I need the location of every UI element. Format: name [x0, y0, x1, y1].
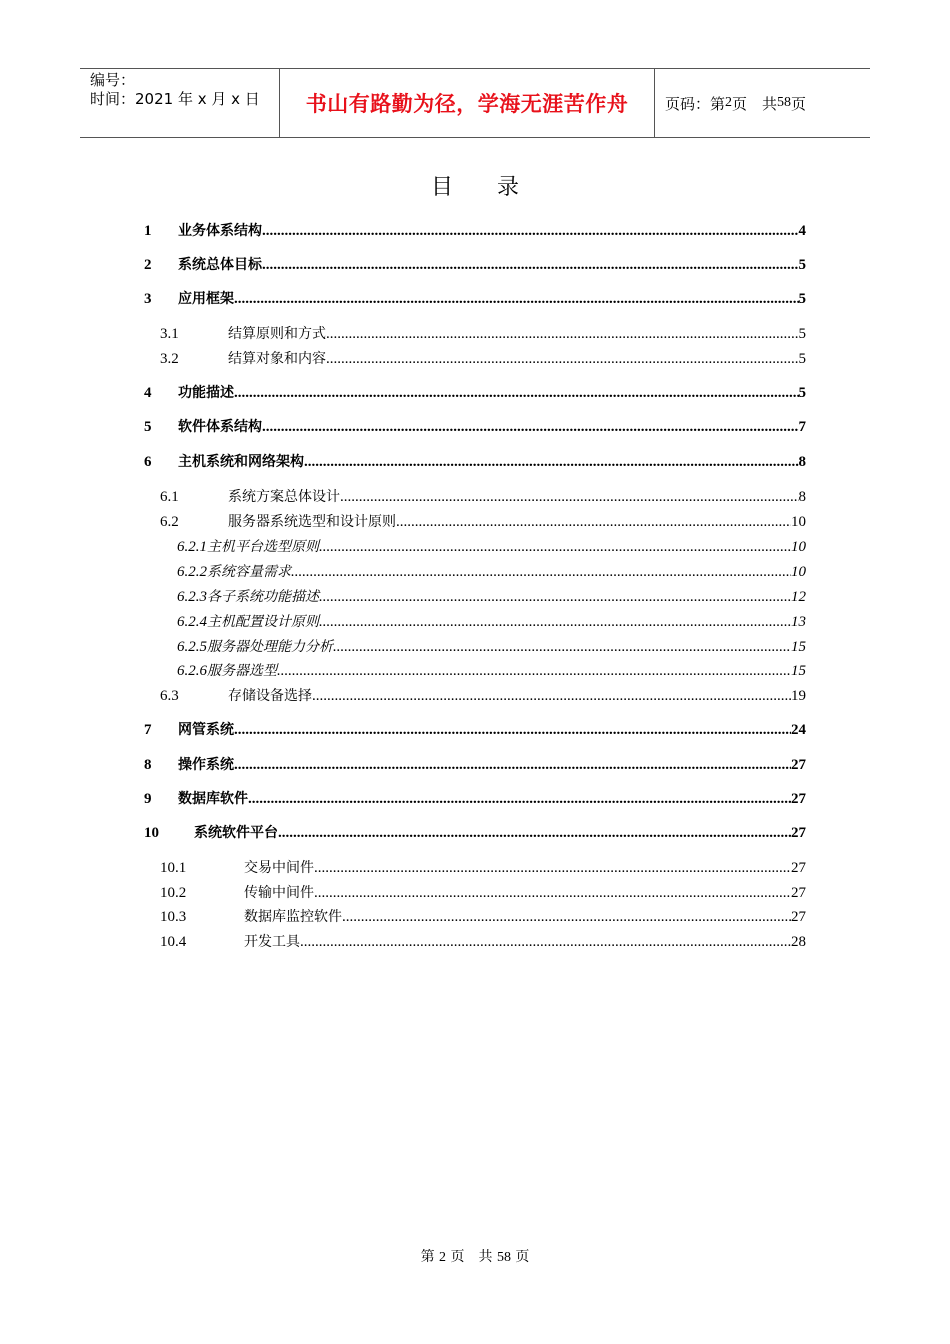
toc-entry[interactable]: 10.4 开发工具 ..... 28	[160, 931, 806, 953]
document-date: 时间：2021 年 x 月 x 日	[90, 90, 260, 108]
header-page-mid: 页 共	[732, 94, 778, 113]
toc-entry[interactable]: 6.2.4 主机配置设计原则 ..... 13	[177, 611, 806, 633]
toc-entry[interactable]: 10.1 交易中间件 ..... 27	[160, 857, 806, 879]
header-page-suffix: 页	[791, 94, 807, 113]
header-page-info	[655, 69, 870, 137]
header-page-total: 58	[777, 95, 792, 110]
toc-entry[interactable]: 6.2 服务器系统选型和设计原则 ..... 10	[160, 511, 806, 533]
page-header	[80, 68, 870, 138]
footer-mid: 页 共	[450, 1249, 493, 1265]
toc-entry[interactable]: 1 业务体系结构 ..... 4	[144, 220, 806, 242]
toc-entry[interactable]: 4 功能描述 ..... 5	[144, 382, 806, 404]
toc-entry[interactable]: 6.2.1 主机平台选型原则 ..... 10	[177, 536, 806, 558]
toc-entry[interactable]: 9 数据库软件 ..... 27	[144, 788, 806, 810]
toc-entry[interactable]: 6.2.2 系统容量需求 ..... 10	[177, 561, 806, 583]
toc-entry[interactable]: 10.3 数据库监控软件 ..... 27	[160, 906, 806, 928]
footer-suffix: 页	[515, 1249, 530, 1265]
toc-entry[interactable]: 7 网管系统 ..... 24	[144, 719, 806, 741]
document-number-label: 编号：	[90, 71, 136, 89]
toc-entry[interactable]: 3.2 结算对象和内容 ..... 5	[160, 348, 806, 370]
header-page-current: 2	[725, 95, 733, 110]
footer-page-current: 2	[439, 1250, 447, 1265]
toc-entry[interactable]: 6.2.6 服务器选型 ..... 15	[177, 660, 806, 682]
footer-prefix: 第	[420, 1249, 435, 1265]
toc-entry[interactable]: 3 应用框架 ..... 5	[144, 288, 806, 310]
header-motto: 书山有路勤为径，学海无涯苦作舟	[280, 69, 655, 137]
page-footer	[0, 1246, 950, 1266]
toc-entry[interactable]: 8 操作系统 ..... 27	[144, 754, 806, 776]
toc-title: 目录	[430, 175, 563, 200]
toc-entry[interactable]: 6.3 存储设备选择 ..... 19	[160, 685, 806, 707]
toc-entry[interactable]: 6.2.5 服务器处理能力分析 ..... 15	[177, 636, 806, 658]
header-meta	[80, 69, 280, 137]
toc-entry[interactable]: 10.2 传输中间件 ..... 27	[160, 882, 806, 904]
toc-entry[interactable]: 10 系统软件平台 ..... 27	[144, 822, 806, 844]
toc-entry[interactable]: 6.2.3 各子系统功能描述 ..... 12	[177, 586, 806, 608]
toc-entry[interactable]: 2 系统总体目标 ..... 5	[144, 254, 806, 276]
toc-entry[interactable]: 5 软件体系结构 ..... 7	[144, 416, 806, 438]
header-page-prefix: 页码：第	[665, 94, 726, 113]
toc-entry[interactable]: 6 主机系统和网络架构 ..... 8	[144, 451, 806, 473]
footer-page-total: 58	[496, 1250, 511, 1265]
toc-entry[interactable]: 6.1 系统方案总体设计 ..... 8	[160, 486, 806, 508]
toc-entry[interactable]: 3.1 结算原则和方式 ..... 5	[160, 323, 806, 345]
